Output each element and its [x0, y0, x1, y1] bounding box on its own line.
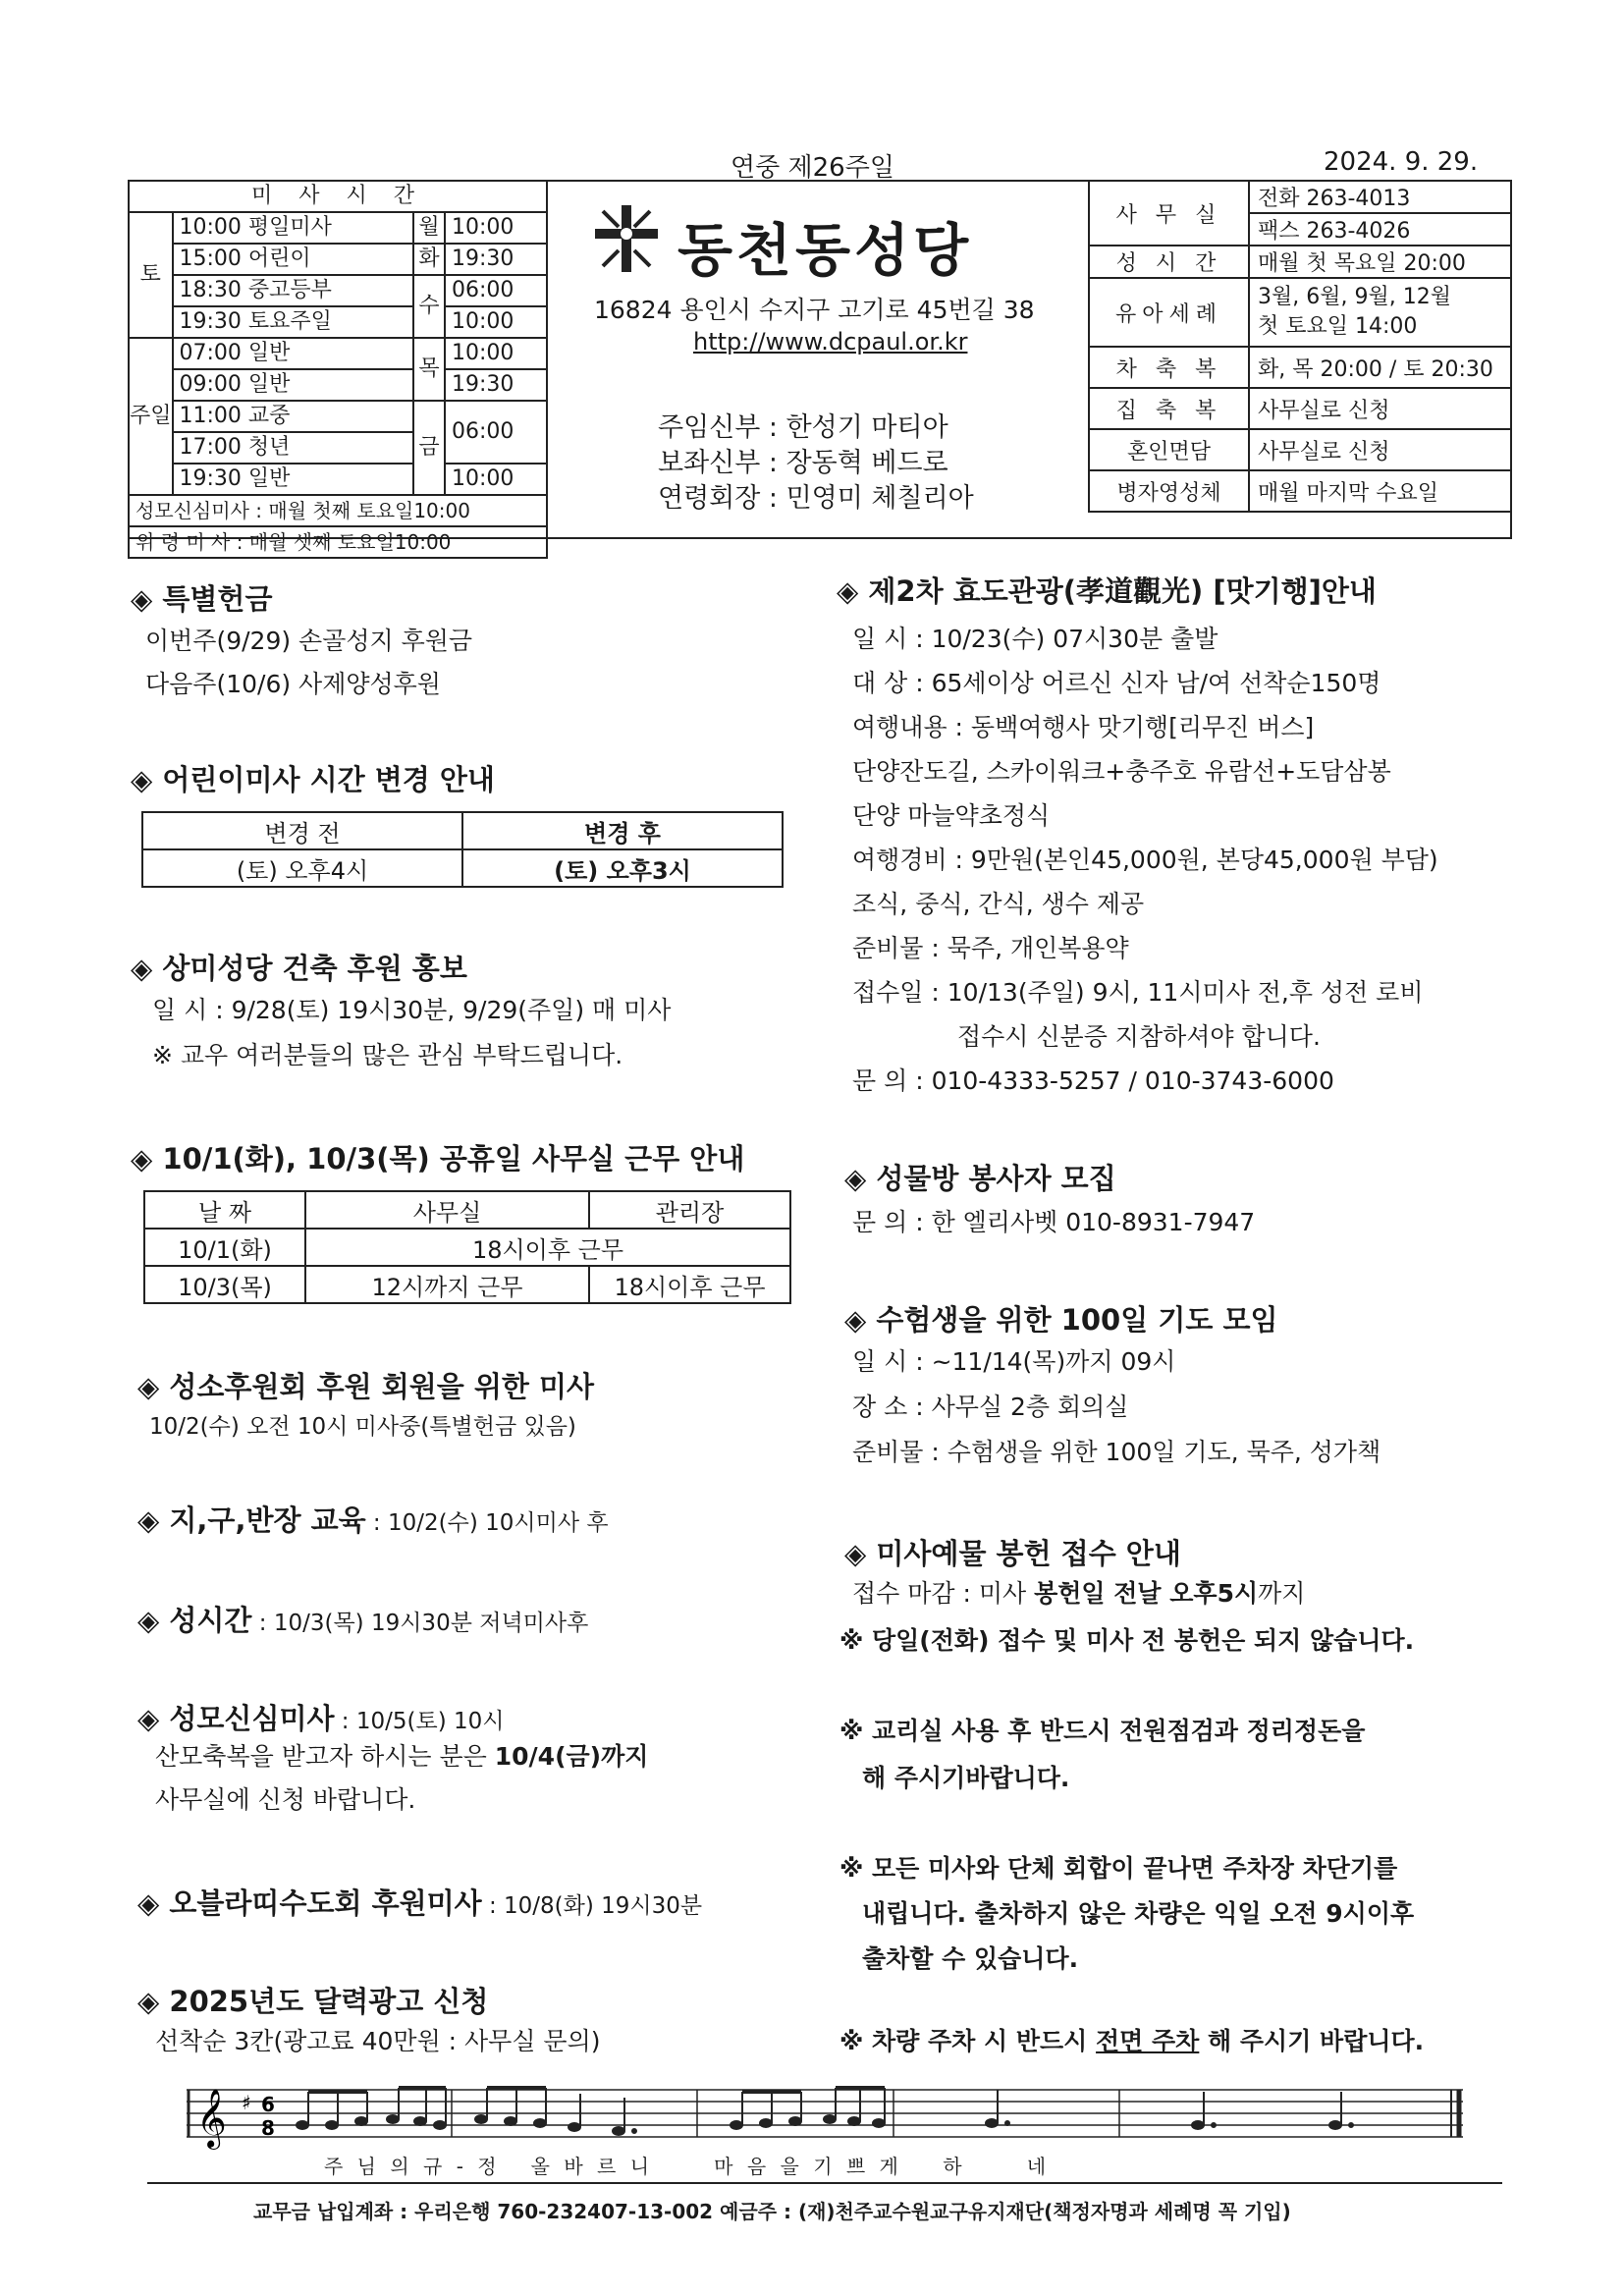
tour-line: 접수시 신분증 지참하셔야 합니다. — [957, 1022, 1321, 1051]
special-offering-line: 이번주(9/29) 손골성지 후원금 — [145, 627, 473, 655]
infant-baptism-value — [1249, 278, 1511, 347]
holiday-date: 10/1(화) — [144, 1229, 305, 1266]
mary-mass-deadline: 10/4(금)까지 — [494, 1742, 649, 1771]
leader-edu — [137, 1499, 609, 1539]
mary-mass-text: 산모축복을 받고자 하시는 분은 — [155, 1742, 495, 1771]
tour-line: 단양 마늘약초정식 — [852, 801, 1051, 830]
clergy-list — [658, 410, 974, 517]
office-label: 사 무 실 — [1089, 181, 1249, 246]
assistant-pastor: 보좌신부 : 장동혁 베드로 — [658, 448, 948, 478]
marriage-label: 혼인면담 — [1089, 429, 1249, 470]
tour-line: 문 의 : 010-4333-5257 / 010-3743-6000 — [852, 1066, 1334, 1095]
parking-notice: ※ 모든 미사와 단체 회합이 끝나면 주차장 차단기를 — [839, 1854, 1398, 1883]
mary-mass-line: 사무실에 신청 바랍니다. — [155, 1785, 416, 1814]
mass-time: 19:30 일반 — [173, 464, 413, 495]
weekday-time: 10:00 — [445, 338, 547, 369]
holiday-work: 18시이후 근무 — [305, 1229, 790, 1266]
svg-text:𝄞: 𝄞 — [196, 2089, 227, 2148]
holy-hour-value: 매월 첫 목요일 20:00 — [1249, 246, 1511, 278]
leader-edu-title: ◈ 지,구,반장 교육 — [137, 1503, 366, 1537]
oblate-mass-notice — [137, 1882, 702, 1922]
donation-account: 교무금 납입계좌 : 우리은행 760-232407-13-002 예금주 : (재)천주교수원교구유지재단(책정자명과 세례명 꼭 기입) — [253, 2200, 1291, 2223]
mary-mass-notice — [137, 1697, 504, 1737]
vocation-mass-line: 10/2(수) 오전 10시 미사중(특별헌금 있음) — [149, 1414, 576, 1440]
sangmi-line: ※ 교우 여러분들의 많은 관심 부탁드립니다. — [152, 1041, 623, 1069]
mary-mass-detail: : 10/5(토) 10시 — [334, 1709, 505, 1734]
tour-line: 준비물 : 묵주, 개인복용약 — [852, 934, 1129, 962]
bulletin-date: 2024. 9. 29. — [1324, 147, 1479, 177]
marriage-value: 사무실로 신청 — [1249, 429, 1511, 470]
svg-text:8: 8 — [261, 2116, 275, 2140]
holy-hour-title: ◈ 성시간 — [137, 1604, 252, 1637]
holiday-manager-header: 관리장 — [589, 1191, 790, 1229]
weekday-time: 10:00 — [445, 212, 547, 244]
svg-text:♯: ♯ — [242, 2091, 251, 2114]
weekday-time: 06:00 — [445, 401, 547, 464]
weekday-label: 월 — [413, 212, 445, 244]
offering-text: 까지 — [1258, 1579, 1306, 1608]
classroom-notice: ※ 교리실 사용 후 반드시 전원점검과 정리정돈을 — [839, 1717, 1366, 1745]
classroom-notice: 해 주시기바랍니다. — [862, 1764, 1070, 1792]
car-blessing-value: 화, 목 20:00 / 토 20:30 — [1249, 347, 1511, 388]
weekday-label: 화 — [413, 244, 445, 275]
sick-communion-value: 매월 마지막 수요일 — [1249, 470, 1511, 512]
offering-warning: ※ 당일(전화) 접수 및 미사 전 봉헌은 되지 않습니다. — [839, 1626, 1415, 1655]
tour-line: 여행경비 : 9만원(본인45,000원, 본당45,000원 부담) — [852, 846, 1438, 874]
exam-prayer-line: 장 소 : 사무실 2층 회의실 — [852, 1393, 1129, 1421]
mass-note: 위 령 미 사 : 매월 셋째 토요일10:00 — [129, 526, 547, 558]
oblate-mass-title: ◈ 오블라띠수도회 후원미사 — [137, 1886, 482, 1920]
parish-address: 16824 용인시 수지구 고기로 45번길 38 — [594, 296, 1035, 324]
office-info-table — [1088, 180, 1512, 513]
house-blessing-value: 사무실로 신청 — [1249, 388, 1511, 429]
front-parking-text: ※ 차량 주차 시 반드시 — [839, 2027, 1097, 2055]
footer-divider — [147, 2182, 1502, 2184]
exam-prayer-title: ◈ 수험생을 위한 100일 기도 모임 — [844, 1303, 1278, 1337]
holy-hour-detail: : 10/3(목) 19시30분 저녁미사후 — [251, 1611, 589, 1636]
tour-line: 대 상 : 65세이상 어르신 신자 남/여 선착순150명 — [852, 669, 1381, 697]
front-parking-notice — [839, 2027, 1424, 2056]
weekday-label: 수 — [413, 275, 445, 338]
weekday-time: 19:30 — [445, 369, 547, 401]
kids-mass-title: ◈ 어린이미사 시간 변경 안내 — [131, 763, 495, 796]
council-head: 연령회장 : 민영미 체칠리아 — [658, 483, 974, 514]
special-offering-line: 다음주(10/6) 사제양성후원 — [145, 670, 441, 698]
holiday-office-table — [143, 1190, 791, 1304]
weekday-time: 19:30 — [445, 244, 547, 275]
infant-baptism-time: 첫 토요일 14:00 — [1258, 314, 1418, 339]
office-phone: 전화 263-4013 — [1249, 181, 1511, 213]
pastor: 주임신부 : 한성기 마티아 — [658, 412, 948, 443]
mass-time: 18:30 중고등부 — [173, 275, 413, 306]
parking-notice: 내립니다. 출차하지 않은 차량은 익일 오전 9시이후 — [862, 1899, 1415, 1928]
holy-hour-notice — [137, 1599, 588, 1639]
kids-before-header: 변경 전 — [142, 812, 462, 849]
front-parking-text: 해 주시기 바랍니다. — [1199, 2027, 1425, 2055]
kids-after-header: 변경 후 — [462, 812, 783, 849]
holiday-date: 10/3(목) — [144, 1266, 305, 1303]
mass-time: 07:00 일반 — [173, 338, 413, 369]
oblate-mass-detail: : 10/8(화) 19시30분 — [481, 1893, 703, 1919]
offering-text: 접수 마감 : 미사 — [852, 1579, 1035, 1608]
house-blessing-label: 집 축 복 — [1089, 388, 1249, 429]
tour-line: 여행내용 : 동백여행사 맛기행[리무진 버스] — [852, 713, 1315, 741]
offering-deadline: 봉헌일 전날 오후5시 — [1034, 1579, 1259, 1608]
mass-note: 성모신심미사 : 매월 첫째 토요일10:00 — [129, 495, 547, 526]
sunday-label: 주일 — [129, 338, 173, 495]
mass-time: 09:00 일반 — [173, 369, 413, 401]
weekday-label: 금 — [413, 401, 445, 495]
exam-prayer-line: 일 시 : ~11/14(목)까지 09시 — [852, 1347, 1176, 1376]
mass-time: 15:00 어린이 — [173, 244, 413, 275]
mass-schedule-title: 미 사 시 간 — [129, 181, 547, 212]
weekday-time: 06:00 — [445, 275, 547, 306]
holiday-manager-work: 18시이후 근무 — [589, 1266, 790, 1303]
holiday-office-title: ◈ 10/1(화), 10/3(목) 공휴일 사무실 근무 안내 — [131, 1142, 745, 1175]
front-parking-emphasis: 전면 주차 — [1096, 2027, 1200, 2055]
calendar-ad-title: ◈ 2025년도 달력광고 신청 — [137, 1985, 489, 2018]
liturgical-week: 연중 제26주일 — [731, 153, 894, 183]
weekday-label: 목 — [413, 338, 445, 401]
sangmi-line: 일 시 : 9/28(토) 19시30분, 9/29(주일) 매 미사 — [152, 996, 672, 1024]
holiday-office-header: 사무실 — [305, 1191, 589, 1229]
offering-title: ◈ 미사예물 봉헌 접수 안내 — [844, 1537, 1181, 1570]
infant-baptism-months: 3월, 6월, 9월, 12월 — [1258, 285, 1451, 309]
vocation-mass-title: ◈ 성소후원회 후원 회원을 위한 미사 — [137, 1370, 594, 1403]
tour-line: 접수일 : 10/13(주일) 9시, 11시미사 전,후 성전 로비 — [852, 978, 1424, 1007]
sick-communion-label: 병자영성체 — [1089, 470, 1249, 512]
holiday-office-work: 12시까지 근무 — [305, 1266, 589, 1303]
tour-title: ◈ 제2차 효도관광(孝道觀光) [맛기행]안내 — [837, 574, 1377, 608]
mass-schedule-table — [128, 180, 548, 559]
kids-before-value: (토) 오후4시 — [142, 849, 462, 887]
weekday-time: 10:00 — [445, 464, 547, 495]
cross-logo-icon — [589, 201, 664, 280]
mass-time: 11:00 교중 — [173, 401, 413, 432]
kids-mass-table — [141, 811, 784, 888]
parish-website-link[interactable]: http://www.dcpaul.or.kr — [693, 328, 968, 355]
exam-prayer-line: 준비물 : 수험생을 위한 100일 기도, 묵주, 성가책 — [852, 1438, 1381, 1466]
mary-mass-title: ◈ 성모신심미사 — [137, 1702, 335, 1735]
tour-line: 일 시 : 10/23(수) 07시30분 출발 — [852, 625, 1218, 653]
office-fax: 팩스 263-4026 — [1249, 213, 1511, 246]
holy-hour-label: 성 시 간 — [1089, 246, 1249, 278]
mass-time: 10:00 평일미사 — [173, 212, 413, 244]
goods-volunteer-line: 문 의 : 한 엘리사벳 010-8931-7947 — [852, 1208, 1256, 1236]
goods-volunteer-title: ◈ 성물방 봉사자 모집 — [844, 1162, 1116, 1195]
weekday-time: 10:00 — [445, 306, 547, 338]
holiday-date-header: 날 짜 — [144, 1191, 305, 1229]
tour-line: 조식, 중식, 간식, 생수 제공 — [852, 890, 1145, 918]
offering-line — [852, 1579, 1305, 1609]
mary-mass-line — [155, 1742, 648, 1772]
infant-baptism-label: 유아세례 — [1089, 278, 1249, 347]
mass-time: 19:30 토요주일 — [173, 306, 413, 338]
parking-notice: 출차할 수 있습니다. — [862, 1944, 1079, 1973]
special-offering-title: ◈ 특별헌금 — [131, 582, 273, 616]
leader-edu-detail: : 10/2(수) 10시미사 후 — [365, 1510, 609, 1536]
svg-text:6: 6 — [261, 2093, 275, 2116]
saturday-label: 토 — [129, 212, 173, 338]
mass-time: 17:00 청년 — [173, 432, 413, 464]
hymn-lyrics: 주 님 의 규 - 정 올 바 르 니 마 음 을 기 쁘 게 하 네 — [324, 2155, 1051, 2178]
kids-after-value: (토) 오후3시 — [462, 849, 783, 887]
calendar-ad-line: 선착순 3칸(광고료 40만원 : 사무실 문의) — [155, 2027, 601, 2055]
car-blessing-label: 차 축 복 — [1089, 347, 1249, 388]
sangmi-title: ◈ 상미성당 건축 후원 홍보 — [131, 952, 467, 985]
parish-name: 동천동성당 — [677, 217, 973, 284]
tour-line: 단양잔도길, 스카이워크+충주호 유람선+도담삼봉 — [852, 757, 1391, 786]
